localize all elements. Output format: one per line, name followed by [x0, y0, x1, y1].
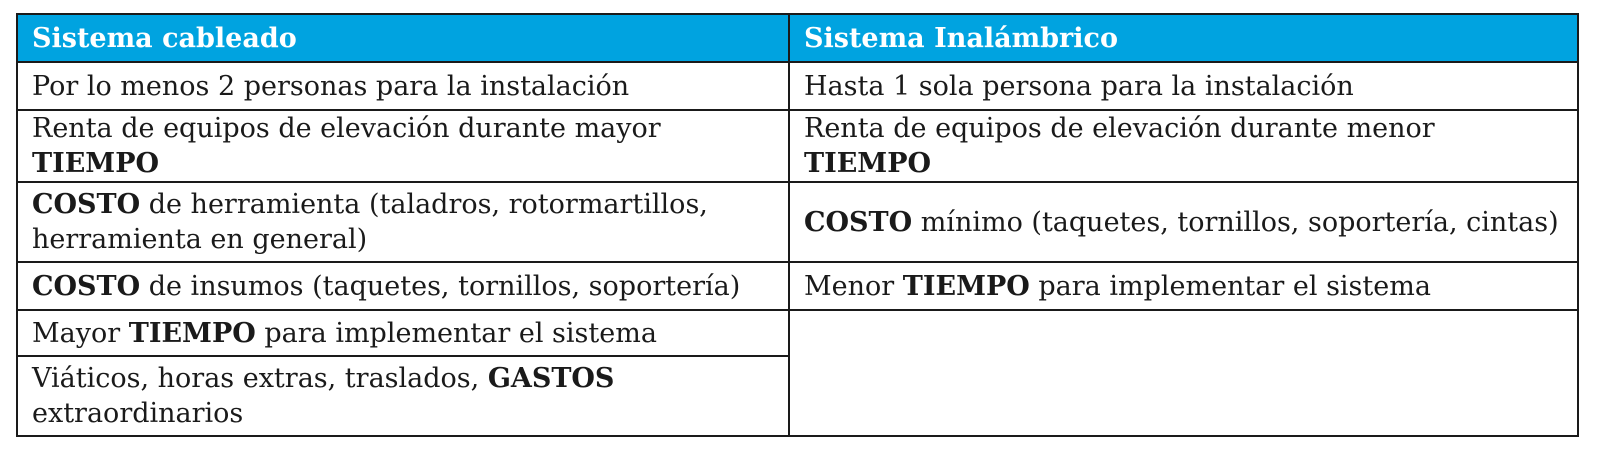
cell-text: Mayor — [32, 317, 129, 349]
cell-text: Por lo menos 2 personas para la instalación — [32, 70, 630, 102]
emphasis-text: COSTO — [32, 270, 141, 302]
wired-cell — [17, 62, 789, 110]
table-row — [17, 182, 1578, 262]
emphasis-text: TIEMPO — [128, 317, 256, 349]
cell-text: Renta de equipos de elevación durante mayor — [32, 113, 661, 144]
table-row — [17, 310, 1578, 356]
wireless-empty-cell — [789, 310, 1578, 436]
emphasis-text: GASTOS — [487, 363, 615, 394]
emphasis-text: TIEMPO — [32, 148, 160, 179]
cell-text: para implementar el sistema — [255, 317, 657, 349]
cell-text: mínimo (taquetes, tornillos, soportería, cintas) — [912, 206, 1559, 238]
wireless-cell — [789, 182, 1578, 262]
cell-text: Renta de equipos de elevación durante menor — [804, 113, 1435, 144]
emphasis-text: COSTO — [804, 206, 913, 238]
wireless-cell — [789, 262, 1578, 310]
wired-cell — [17, 310, 789, 356]
header-wired: Sistema cableado — [17, 14, 789, 62]
wired-cell — [17, 182, 789, 262]
cell-text: extraordinarios — [32, 398, 244, 429]
wired-cell — [17, 262, 789, 310]
table-row — [17, 262, 1578, 310]
emphasis-text: TIEMPO — [902, 270, 1030, 302]
wireless-cell — [789, 62, 1578, 110]
emphasis-text: COSTO — [32, 189, 141, 220]
cell-text: de insumos (taquetes, tornillos, soportería) — [140, 270, 741, 302]
table-row — [17, 110, 1578, 182]
table-row — [17, 62, 1578, 110]
wired-cell — [17, 110, 789, 182]
cell-text: Menor — [804, 270, 903, 302]
wireless-cell — [789, 110, 1578, 182]
wired-cell — [17, 356, 789, 436]
emphasis-text: TIEMPO — [804, 148, 932, 179]
cell-text: Viáticos, horas extras, traslados, — [32, 363, 488, 394]
cell-text: Hasta 1 sola persona para la instalación — [804, 70, 1354, 102]
header-wireless: Sistema Inalámbrico — [789, 14, 1578, 62]
comparison-table — [16, 13, 1579, 437]
cell-text: de herramienta (taladros, rotormartillos, herramienta en general) — [32, 189, 708, 255]
header-row — [17, 14, 1578, 62]
cell-text: para implementar el sistema — [1029, 270, 1431, 302]
